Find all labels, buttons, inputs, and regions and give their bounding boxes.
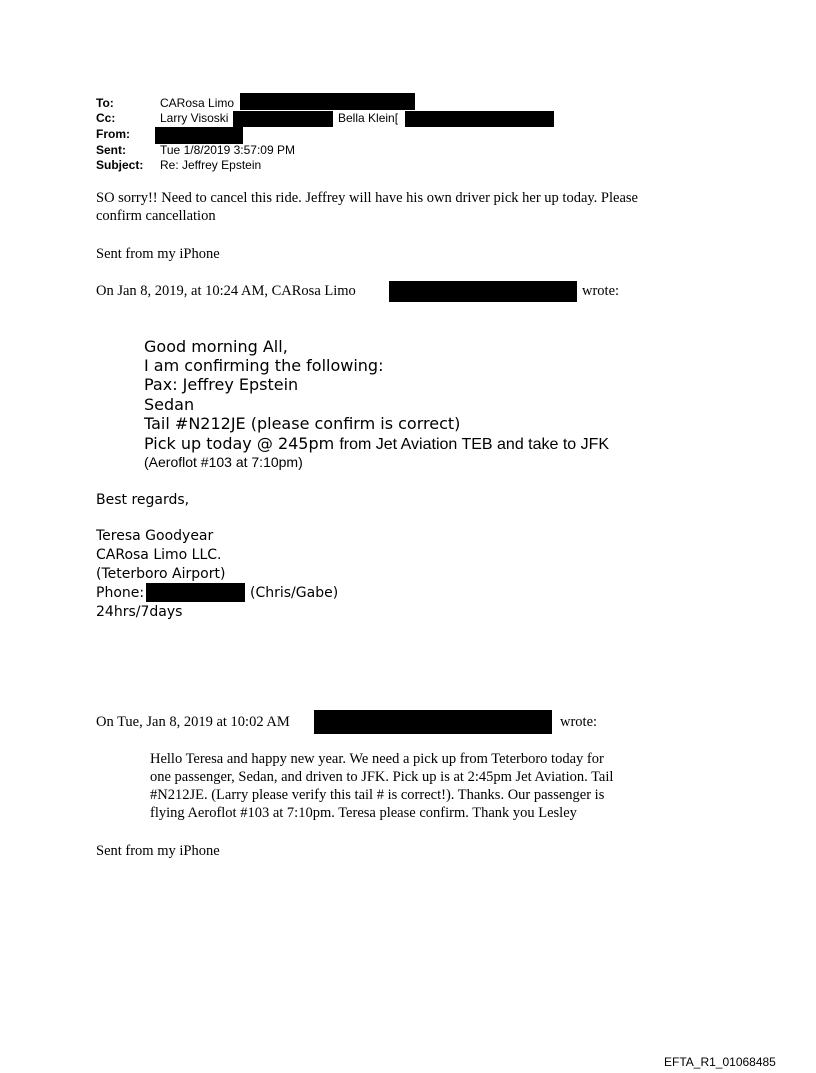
quote1-pickup-line — [144, 434, 609, 455]
cc-value-2: Bella Klein[ — [338, 111, 399, 125]
to-label: To: — [96, 96, 114, 110]
redaction-to-email — [240, 93, 415, 110]
redaction-from — [155, 127, 243, 144]
reply-line-2: confirm cancellation — [96, 208, 216, 224]
sig-phone-note: (Chris/Gabe) — [250, 585, 339, 601]
reply-line-1: SO sorry!! Need to cancel this ride. Jeffrey will have his own driver pick her up today. Please — [96, 190, 638, 206]
quote2-line-2: one passenger, Sedan, and driven to JFK. Pick up is at 2:45pm Jet Aviation. Tail — [150, 769, 614, 785]
quote2-line-3: #N212JE. (Larry please verify this tail # is correct!). Thanks. Our passenger is — [150, 787, 605, 803]
quote2-intro-suffix: wrote: — [560, 714, 598, 730]
redaction-quote2-email — [314, 710, 552, 734]
sig-name: Teresa Goodyear — [96, 528, 214, 544]
document-id: EFTA_R1_01068485 — [664, 1055, 776, 1069]
quote1-intro-suffix: wrote: — [582, 283, 620, 299]
quote1-regards: Best regards, — [96, 492, 190, 508]
quote1-intro-prefix: On Jan 8, 2019, at 10:24 AM, CARosa Limo — [96, 283, 356, 299]
sig-hours: 24hrs/7days — [96, 604, 183, 620]
quote1-line-4: Sedan — [144, 395, 195, 414]
cc-value-1: Larry Visoski — [160, 111, 229, 125]
cc-row — [96, 111, 115, 126]
sent-label: Sent: — [96, 143, 126, 157]
sig-location: (Teterboro Airport) — [96, 566, 226, 582]
cc-label: Cc: — [96, 111, 116, 125]
sent-row — [96, 143, 126, 158]
to-row — [96, 96, 114, 111]
redaction-cc-email-1 — [233, 111, 333, 127]
redaction-phone — [146, 583, 245, 602]
from-row — [96, 127, 130, 142]
reply-signature: Sent from my iPhone — [96, 246, 220, 262]
sent-value: Tue 1/8/2019 3:57:09 PM — [160, 143, 295, 157]
subject-value: Re: Jeffrey Epstein — [160, 158, 262, 172]
quote1-pickup-prefix: Pick up today @ 245pm — [144, 434, 340, 453]
redaction-quote1-email — [389, 281, 577, 302]
subject-row — [96, 158, 143, 173]
quote1-pickup-suffix: from Jet Aviation TEB and take to JFK — [339, 436, 610, 453]
quote2-line-4: flying Aeroflot #103 at 7:10pm. Teresa please confirm. Thank you Lesley — [150, 805, 577, 821]
quote2-intro-prefix: On Tue, Jan 8, 2019 at 10:02 AM — [96, 714, 290, 730]
quote2-line-1: Hello Teresa and happy new year. We need a pick up from Teterboro today for — [150, 751, 604, 767]
quote1-line-5: Tail #N212JE (please confirm is correct) — [144, 414, 461, 433]
quote1-line-1: Good morning All, — [144, 337, 288, 356]
quote1-flight: (Aeroflot #103 at 7:10pm) — [144, 454, 303, 470]
subject-label: Subject: — [96, 158, 144, 172]
sig-phone-label: Phone: — [96, 585, 145, 601]
from-label: From: — [96, 127, 130, 141]
quote1-line-3: Pax: Jeffrey Epstein — [144, 375, 299, 394]
to-value: CARosa Limo — [160, 96, 235, 110]
quote2-signature: Sent from my iPhone — [96, 843, 220, 859]
sig-company: CARosa Limo LLC. — [96, 547, 222, 563]
quote1-line-2: I am confirming the following: — [144, 356, 384, 375]
redaction-cc-email-2 — [405, 111, 554, 127]
